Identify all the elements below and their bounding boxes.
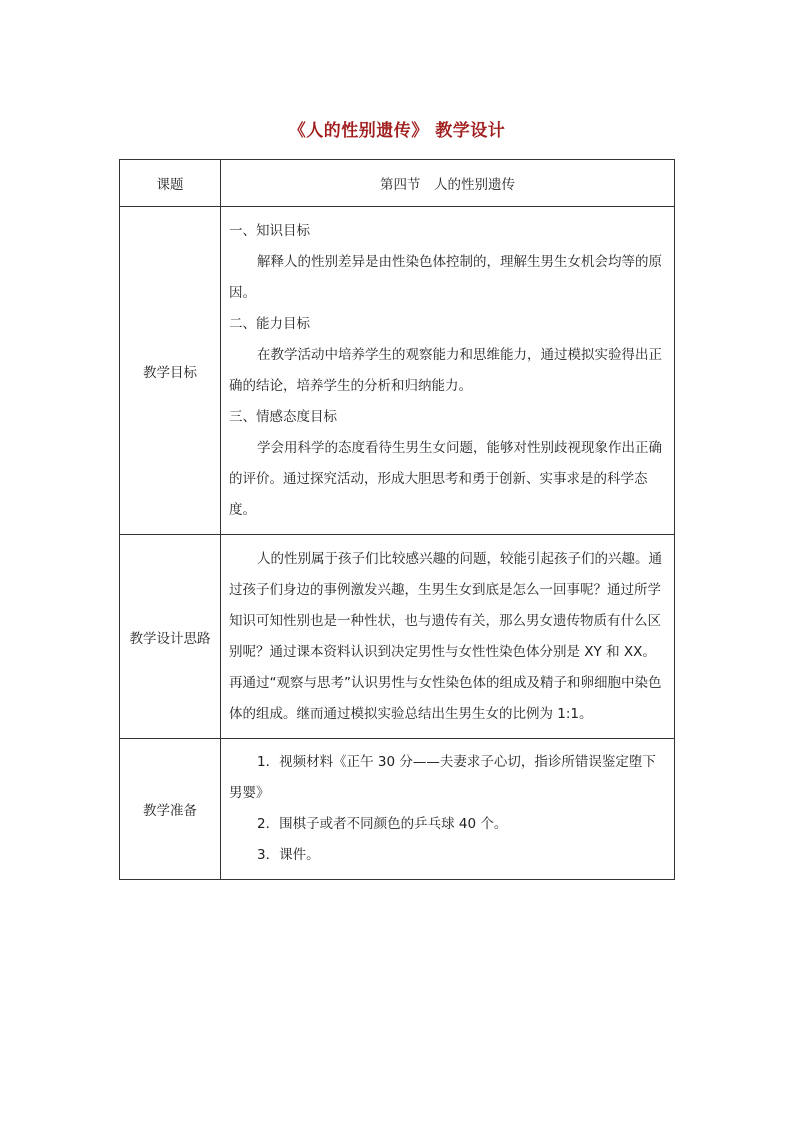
preparation-label: 教学准备 — [120, 739, 221, 880]
preparation-content — [221, 739, 675, 880]
document-title: 《人的性别遗传》 教学设计 — [288, 121, 506, 141]
preparation-row — [120, 739, 675, 880]
topic-row — [120, 160, 675, 207]
attitude-objective-heading: 三、情感态度目标 — [229, 408, 337, 425]
design-row — [120, 535, 675, 739]
ability-objective-text: 在教学活动中培养学生的观察能力和思维能力，通过模拟实验得出正确的结论，培养学生的分析和归纳能力。 — [229, 346, 662, 394]
objectives-label: 教学目标 — [120, 207, 221, 535]
preparation-item-balls: 2．围棋子或者不同颜色的乒乓球 40 个。 — [257, 816, 508, 832]
topic-value: 第四节 人的性别遗传 — [221, 160, 675, 207]
knowledge-objective-text: 解释人的性别差异是由性染色体控制的，理解生男生女机会均等的原因。 — [229, 253, 662, 301]
design-content — [221, 535, 675, 739]
ability-objective-heading: 二、能力目标 — [229, 315, 310, 332]
preparation-item-video: 1．视频材料《正午 30 分——夫妻求子心切，指诊所错误鉴定堕下男婴》 — [229, 754, 656, 801]
topic-label: 课题 — [120, 160, 221, 207]
lesson-plan-table — [119, 159, 675, 880]
objectives-row — [120, 207, 675, 535]
preparation-item-courseware: 3．课件。 — [257, 847, 320, 863]
attitude-objective-text: 学会用科学的态度看待生男生女问题，能够对性别歧视现象作出正确的评价。通过探究活动，形成大胆思考和勇于创新、实事求是的科学态度。 — [229, 439, 662, 518]
knowledge-objective-heading: 一、知识目标 — [229, 222, 310, 239]
design-text: 人的性别属于孩子们比较感兴趣的问题，较能引起孩子们的兴趣。通过孩子们身边的事例激发兴趣，生男生女到底是怎么一回事呢？通过所学知识可知性别也是一种性状，也与遗传有关，那么男女遗传物质有什么区别呢？通过课本资料认识到决定男性与女性性染色体分别是 XY 和 XX。再通过“观察与思考”认识男性与女性染色体的组成及精子和卵细胞中染色体的组成。继而通过模拟实验总结出生男生女的比例为 1:1。 — [229, 550, 662, 722]
design-label: 教学设计思路 — [120, 535, 221, 739]
objectives-content — [221, 207, 675, 535]
